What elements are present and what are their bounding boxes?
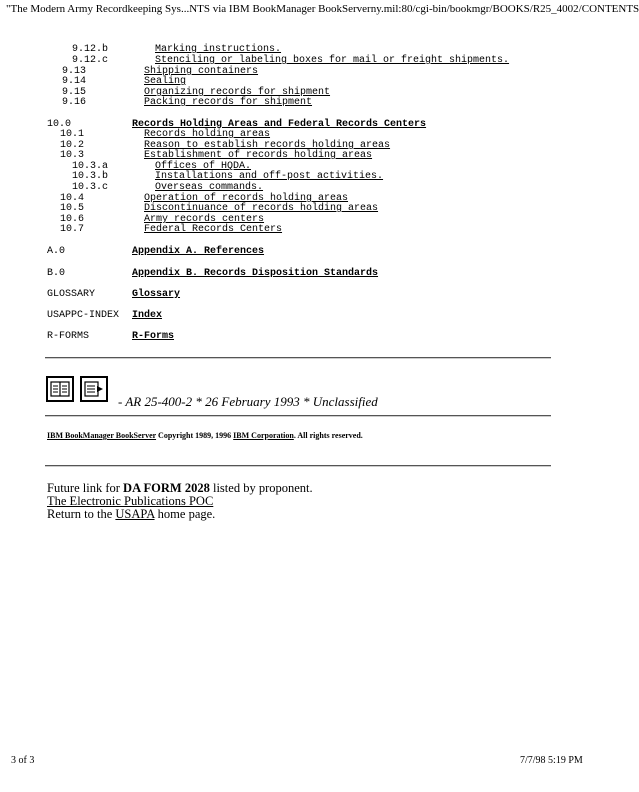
toc-number: 10.1 (60, 129, 85, 140)
header-title: "The Modern Army Recordkeeping Sys...NTS via IBM BookManager BookServer (6, 3, 371, 15)
toc-number: GLOSSARY (47, 289, 96, 300)
divider (45, 357, 551, 359)
toc-link[interactable]: Army records centers (144, 214, 265, 225)
toc-number: 9.12.c (72, 55, 109, 66)
form-name: DA FORM 2028 (123, 481, 210, 495)
toc-number: USAPPC-INDEX (47, 310, 120, 321)
toc-link[interactable]: Installations and off-post activities. (155, 171, 384, 182)
toc-link[interactable]: Records holding areas (144, 129, 271, 140)
toc-number: 10.7 (60, 224, 85, 235)
contents-button[interactable] (46, 376, 74, 402)
future-link-pre: Future link for (47, 481, 124, 495)
next-topic-button[interactable] (80, 376, 108, 402)
toc-number: 10.0 (47, 119, 72, 130)
toc-link[interactable]: Organizing records for shipment (144, 87, 331, 98)
ibm-link[interactable]: IBM Corporation (233, 431, 294, 440)
document-id-line: - AR 25-400-2 * 26 February 1993 * Unclassified (118, 394, 378, 409)
divider (45, 465, 551, 467)
toc-link[interactable]: Glossary (132, 289, 181, 300)
toc-number: A.0 (47, 246, 66, 257)
toc-link[interactable]: Discontinuance of records holding areas (144, 203, 379, 214)
toc-number: 10.3 (60, 150, 85, 161)
toc-link[interactable]: Shipping containers (144, 66, 259, 77)
toc-link[interactable]: R-Forms (132, 331, 175, 342)
toc-number: 10.4 (60, 193, 85, 204)
print-timestamp: 7/7/98 5:19 PM (520, 755, 583, 766)
toc-link[interactable]: Records Holding Areas and Federal Records Centers (132, 119, 427, 130)
toc-link[interactable]: Appendix A. References (132, 246, 265, 257)
toc-link[interactable]: Packing records for shipment (144, 97, 313, 108)
copyright-notice (47, 431, 363, 440)
header-url: ny.mil:80/cgi-bin/bookmgr/BOOKS/R25_4002/CONTENTS (370, 3, 639, 15)
toc-number: 9.13 (62, 66, 87, 77)
toc-number: 10.5 (60, 203, 85, 214)
toc-link[interactable]: Sealing (144, 76, 187, 87)
page-number: 3 of 3 (11, 755, 35, 766)
toc-link[interactable]: Reason to establish records holding areas (144, 140, 391, 151)
copyright-text: Copyright 1989, 1996 (156, 431, 234, 440)
print-header (6, 3, 639, 15)
toc-link[interactable]: Stenciling or labeling boxes for mail or freight shipments. (155, 55, 510, 66)
book-contents-icon (50, 380, 70, 398)
poc-link[interactable]: The Electronic Publications POC (47, 494, 214, 508)
toc-link[interactable]: Marking instructions. (155, 44, 282, 55)
toc-number: 9.16 (62, 97, 87, 108)
toc-link[interactable]: Appendix B. Records Disposition Standards (132, 268, 379, 279)
toc-number: 9.14 (62, 76, 87, 87)
book-next-icon (84, 380, 104, 398)
toc-number: 10.6 (60, 214, 85, 225)
return-line (47, 507, 215, 522)
toc-number: R-FORMS (47, 331, 90, 342)
divider (45, 415, 551, 417)
return-pre: Return to the (47, 507, 116, 521)
bookserver-link[interactable]: IBM BookManager BookServer (47, 431, 157, 440)
toc-number: 10.3.c (72, 182, 109, 193)
copyright-end: . All rights reserved. (293, 431, 363, 440)
toc-number: 9.15 (62, 87, 87, 98)
toc-link[interactable]: Index (132, 310, 163, 321)
toc-number: 9.12.b (72, 44, 109, 55)
toc-link[interactable]: Overseas commands. (155, 182, 264, 193)
toc-link[interactable]: Federal Records Centers (144, 224, 283, 235)
toc-number: 10.3.a (72, 161, 109, 172)
return-post: home page. (154, 507, 216, 521)
toc-link[interactable]: Operation of records holding areas (144, 193, 349, 204)
toc-number: B.0 (47, 268, 66, 279)
future-link-post: listed by proponent. (209, 481, 313, 495)
toc-number: 10.3.b (72, 171, 109, 182)
toc-link[interactable]: Establishment of records holding areas (144, 150, 373, 161)
toc-link[interactable]: Offices of HQDA. (155, 161, 252, 172)
usapa-link[interactable]: USAPA (115, 507, 155, 521)
toc-number: 10.2 (60, 140, 85, 151)
